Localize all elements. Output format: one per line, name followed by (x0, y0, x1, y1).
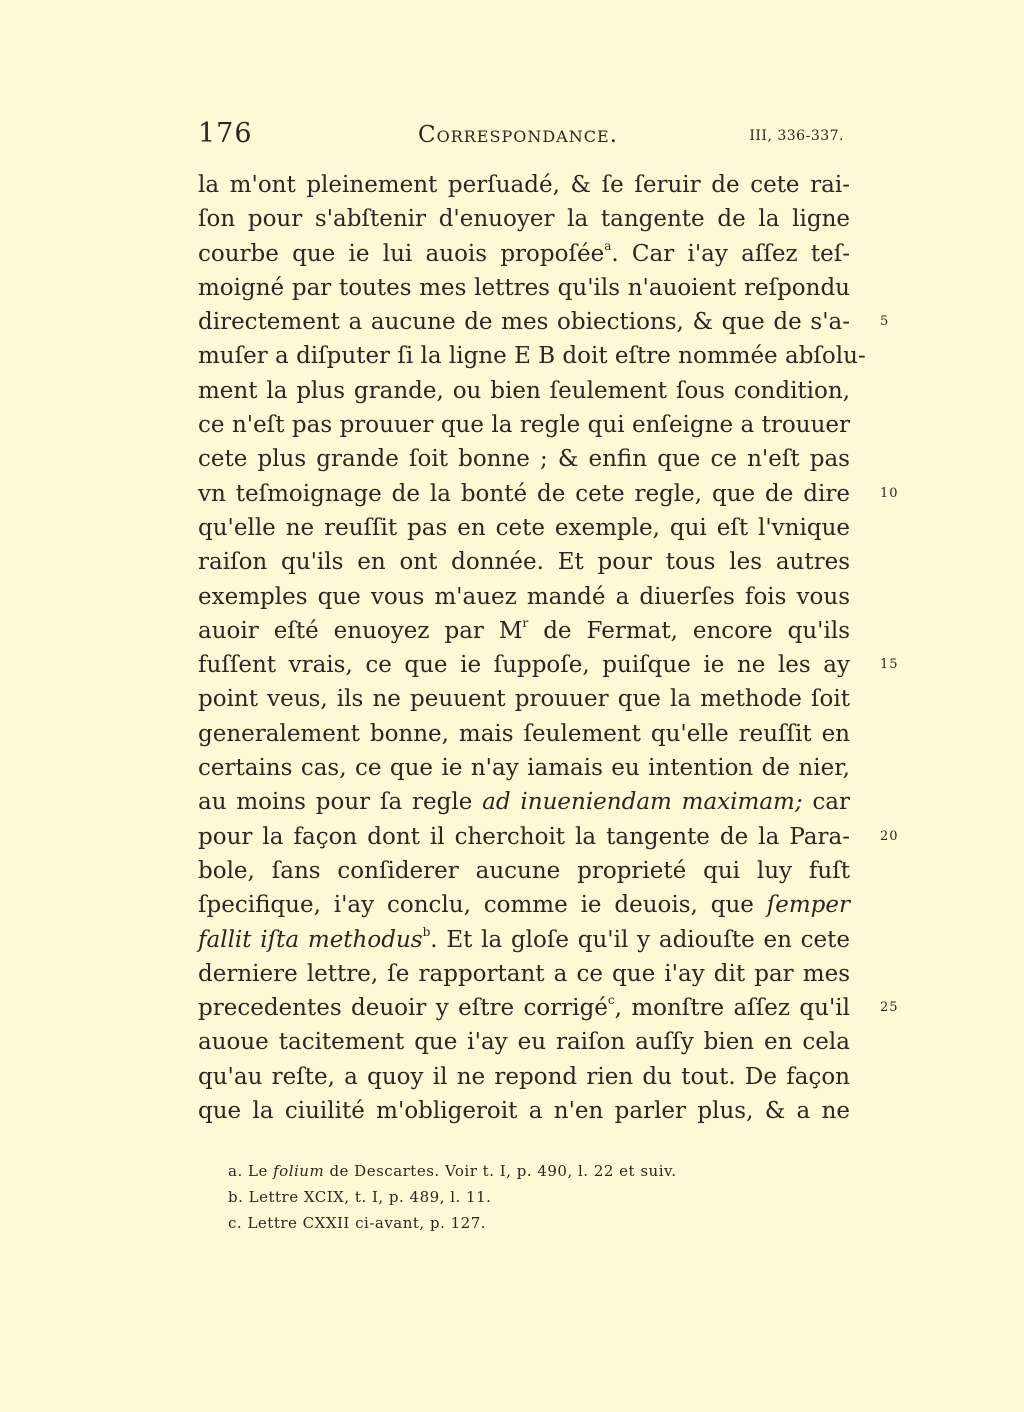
page-number: 176 (198, 118, 253, 149)
text-line: directement a aucune de mes obiections, & que de s'a- 5 (198, 305, 850, 339)
page-header (198, 118, 848, 158)
text-line: cete plus grande ſoit bonne ; & enfin que ce n'eſt pas (198, 446, 850, 473)
latin-phrase: ad inueniendam maximam; (482, 789, 803, 816)
text-line: generalement bonne, mais ſeulement qu'elle reuſſit en (198, 720, 850, 747)
latin-phrase: ſemper (766, 892, 850, 919)
footnote: b. Lettre XCIX, t. I, p. 489, l. 11. (228, 1188, 492, 1206)
line-number: 25 (880, 1000, 899, 1016)
footnote-marker: a (604, 238, 612, 253)
text-line: bole, ſans conſiderer aucune proprieté qui luy fuſt (198, 857, 850, 884)
footnote: c. Lettre CXXII ci-avant, p. 127. (228, 1214, 487, 1232)
latin-phrase: fallit iſta methodus (198, 926, 423, 953)
footnote-marker: b (422, 924, 431, 939)
text-line: derniere lettre, ſe rapportant a ce que i'ay dit par mes (198, 960, 850, 987)
text-line: exemples que vous m'auez mandé a diuerſes fois vous (198, 583, 850, 610)
text-line: ſon pour s'abſtenir d'enuoyer la tangente de la ligne (198, 206, 850, 233)
text-line: vn teſmoignage de la bonté de cete regle, que de dire 10 (198, 477, 850, 511)
text-line: pour la façon dont il cherchoit la tangente de la Para- 20 (198, 820, 850, 854)
text-line: qu'au reſte, a quoy il ne repond rien du tout. De façon (198, 1063, 850, 1090)
text-line: courbe que ie lui auois propoſée$^a$. Car i'ay aſſez teſ- (198, 238, 850, 267)
text-line: ſpecifique, i'ay conclu, comme ie deuois, que ſemper (198, 892, 850, 919)
running-title: Correspondance. (418, 122, 618, 148)
line-number: 10 (880, 485, 899, 501)
text-line: ce n'eſt pas prouuer que la regle qui enſeigne a trouuer (198, 412, 850, 439)
text-line: ment la plus grande, ou bien ſeulement ſous condition, (198, 377, 850, 404)
line-number: 15 (880, 657, 899, 673)
footnote-marker: c (607, 993, 615, 1008)
text-line: au moins pour ſa regle ad inueniendam maximam; car (198, 789, 851, 816)
text-line: auoir eſté enuoyez par $M^r$ de Fermat, encore qu'ils (198, 616, 851, 644)
text-line: fallit iſta methodus$^b$. Et la gloſe qu'il y adiouſte en cete (198, 924, 850, 953)
text-line: auoue tacitement que i'ay eu raiſon auſſy bien en cela (198, 1029, 850, 1056)
text-line: muſer a diſputer ſi la ligne E B doit eſtre nommée abſolu- (198, 343, 866, 370)
footnotes (228, 1158, 788, 1236)
text-line: precedentes deuoir y eſtre corrigé$^c$, monſtre aſſez qu'il 25 (198, 991, 850, 1025)
text-line: qu'elle ne reuſſit pas en cete exemple, qui eſt l'vnique (198, 514, 850, 541)
text-line: moigné par toutes mes lettres qu'ils n'auoient reſpondu (198, 274, 850, 301)
superscript: r (522, 616, 529, 631)
letter-body (198, 168, 899, 1128)
volume-reference: III, 336-337. (749, 128, 844, 144)
footnote: a. Le folium de Descartes. Voir t. I, p. 490, l. 22 et suiv. (228, 1162, 677, 1180)
text-line: que la ciuilité m'obligeroit a n'en parler plus, & a ne (198, 1098, 850, 1125)
text-line: fuſſent vrais, ce que ie ſuppoſe, puiſque ie ne les ay 15 (198, 648, 850, 682)
text-line: point veus, ils ne peuuent prouuer que la methode ſoit (198, 686, 850, 713)
text-line: certains cas, ce que ie n'ay iamais eu intention de nier, (198, 755, 850, 782)
text-line: raiſon qu'ils en ont donnée. Et pour tous les autres (198, 549, 850, 576)
line-number: 5 (880, 314, 890, 330)
line-number: 20 (880, 828, 899, 844)
text-line: la m'ont pleinement perſuadé, & ſe ſeruir de cete rai- (198, 172, 850, 198)
